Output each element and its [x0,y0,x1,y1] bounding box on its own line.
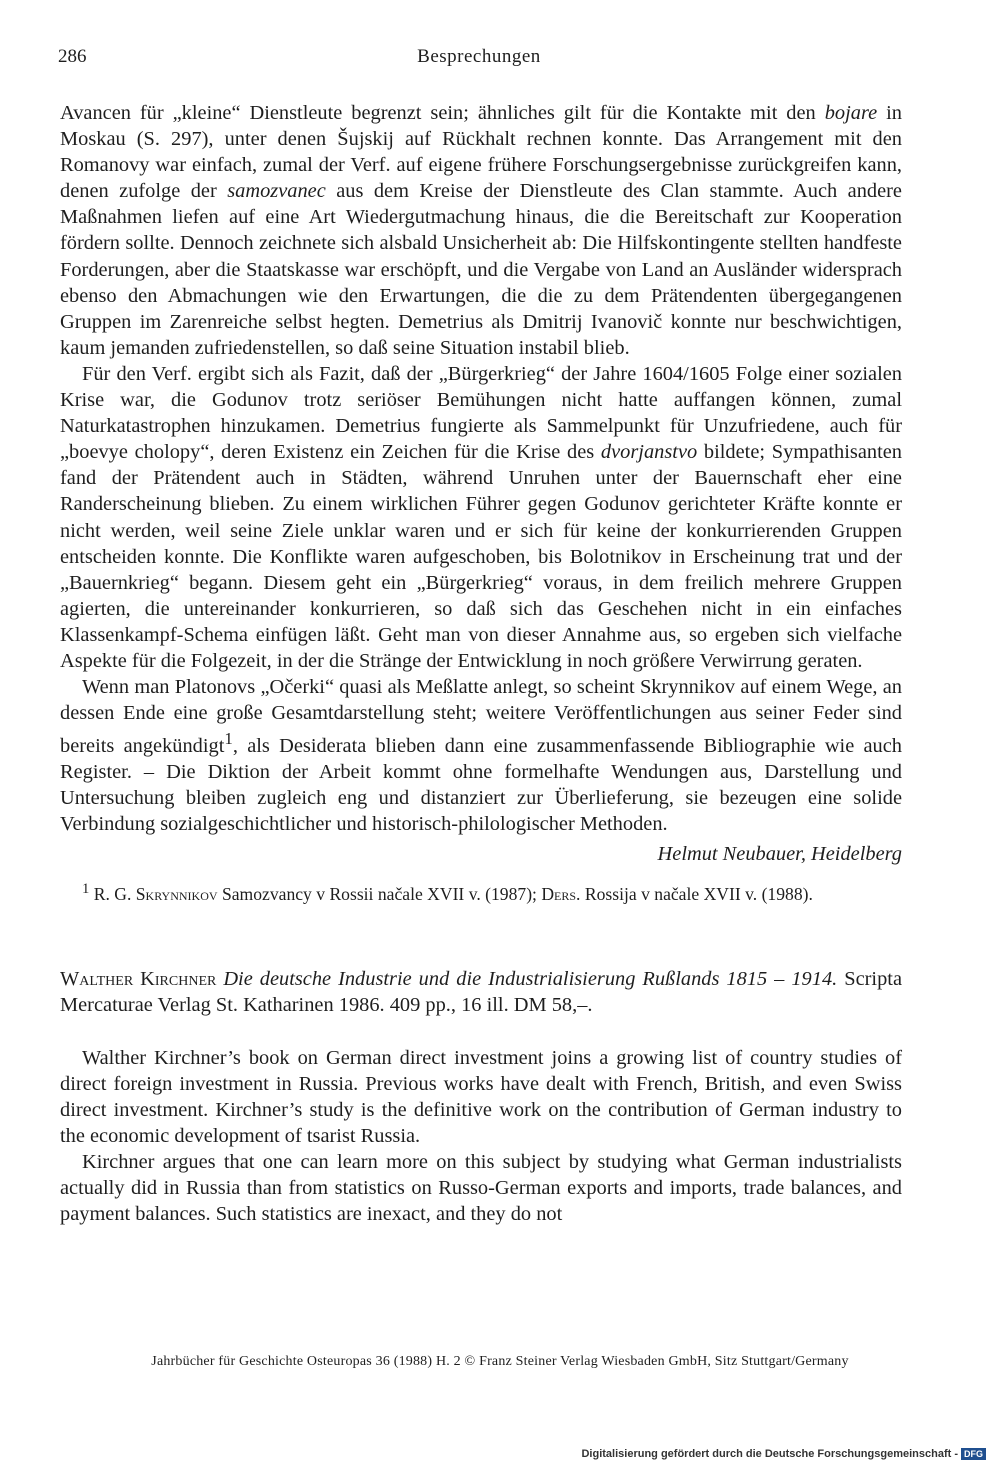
page-number: 286 [58,46,87,67]
smallcaps-text: Ders. [541,883,581,904]
text-run: Avancen für „kleine“ Dienstleute begrenzt sein; ähnliches gilt für die Kontakte mit den [60,102,825,124]
page-header [58,46,900,72]
footnote-marker: 1 [82,880,90,897]
smallcaps-text: Skrynnikov [135,883,218,904]
review-heading [60,966,902,1018]
page-body [60,100,902,1227]
text-run: , als Desiderata blieben dann eine zusammenfassende Bibliographie wie auch Register. – Die Diktion der Arbeit kommt ohne formelhafte Wendungen aus, Darstellung und Untersuchung bleiben zugleich eng und distanziert zur Überlieferung, sie bezeugen eine solide Verbindung sozialgeschichtlicher und historisch-philologischer Methoden. [60,735,902,836]
running-title: Besprechungen [417,46,541,67]
paragraph-2 [60,361,902,674]
footnote-marker: 1 [224,729,233,749]
review-signature: Helmut Neubauer, Heidelberg [657,843,902,866]
italic-text: bojare [824,102,878,124]
paragraph-4 [60,1045,902,1149]
journal-imprint: Jahrbücher für Geschichte Osteuropas 36 (1988) H. 2 © Franz Steiner Verlag Wiesbaden GmbH, Sitz Stuttgart/Germany [151,1354,849,1369]
text-run: Walther Kirchner’s book on German direct investment joins a growing list of country studies of direct foreign investment in Russia. Previous works have dealt with French, British, and even Swiss direct investment. Kirchner’s study is the definitive work on the contribution of German industry to the economic development of tsarist Russia. [60,1046,902,1147]
paragraph-1 [60,100,902,361]
text-run: in Moskau (S. 297), unter denen Šujskij auf Rückhalt rechnen konnte. Das Arrangement mit den Romanovy war einfach, zumal der Verf. auf eigene frühere Forschungsergebnisse zurückgreifen kann, denen zufolge der [60,102,902,203]
dfg-note-text: Digitalisierung gefördert durch die Deutsche Forschungsgemeinschaft - [581,1448,958,1460]
text-run: aus dem Kreise der Dienstleute des Clan stammte. Auch andere Maßnahmen liefen auf eine Art Wiedergutmachung hinaus, die die Bereitschaft zur Kooperation fördern sollte. Dennoch zeichnete sich alsbald Unsicherheit ab: Die Hilfskontingente stellten handfeste Forderungen, aber die Staatskasse war erschöpft, und die Vergabe von Land an Ausländer widersprach ebenso den Abmachungen wie den Erwartungen, die die zu dem Prätendenten übergegangenen Gruppen im Zarenreiche selbst hegten. Demetrius als Dmitrij Ivanovič konnte nur beschwichtigen, kaum jemanden zufriedenstellen, so daß seine Situation instabil blieb. [60,180,902,359]
dfg-funding-note [581,1448,986,1460]
dfg-logo: DFG [961,1448,986,1460]
text-run: Für den Verf. ergibt sich als Fazit, daß der „Bürgerkrieg“ der Jahre 1604/1605 Folge einer sozialen Krise war, die Godunov trotz seriöser Bemühungen nicht hatte auffangen können, zumal Naturkatastrophen hinzukamen. Demetrius fungierte als Sammelpunkt für Unzufriedene, auch für „boevye cholopy“, deren Existenz ein Zeichen für die Krise des [60,362,902,464]
text-run: bildete; Sympathisanten fand der Prätendent auch in Städten, während Unruhen unter der Bauernschaft eher eine Randerscheinung blieben. Zu einem wirklichen Führer gegen Godunov gerichteter Kräfte konnte er nicht werden, weil seine Ziele unklar waren und er sich für keine der konkurrierenden Gruppen entscheiden konnte. Die Konflikte waren aufgeschoben, bis Bolotnikov in Erscheinung trat und der „Bauernkrieg“ begann. Diesem geht ein „Bürgerkrieg“ voraus, in dem freilich mehrere Gruppen agierten, die untereinander konkurrieren, so daß sich das Geschehen nicht in ein einfaches Klassenkampf-Schema einfügen läßt. Geht man von dieser Annahme aus, so ergeben sich vielfache Aspekte für die Folgezeit, in der die Stränge der Entwicklung in noch größere Verwirrung geraten. [60,441,903,672]
paragraph-5 [60,1149,902,1227]
paragraph-3 [60,674,902,837]
italic-text: samozvanec [227,180,326,203]
text-run: R. G. [89,883,136,904]
italic-text: dvorjanstvo [600,441,698,464]
text-run: Scripta Mercaturae Verlag St. Katharinen 1986. 409 pp., 16 ill. DM 58,–. [60,968,902,1017]
smallcaps-text: Walther Kirchner [60,968,217,991]
footnote-1 [60,878,902,905]
text-run: Rossija v načale XVII v. (1988). [580,883,813,904]
text-run: Kirchner argues that one can learn more on this subject by studying what German industrialists actually did in Russia than from statistics on Russo-German exports and imports, trade balances, and payment balances. Such statistics are inexact, and they do not [60,1150,902,1226]
review-body [60,1045,902,1228]
text-run: Samozvancy v Rossii načale XVII v. (1987); [217,883,542,904]
text-run: Wenn man Platonovs „Očerki“ quasi als Meßlatte anlegt, so scheint Skrynnikov auf einem Wege, an dessen Ende eine große Gesamtdarstellung steht; weitere Veröffentlichungen aus seiner Feder sind bereits angekündigt [60,676,902,758]
italic-text: Die deutsche Industrie und die Industrialisierung Rußlands 1815 – 1914. [223,968,838,991]
